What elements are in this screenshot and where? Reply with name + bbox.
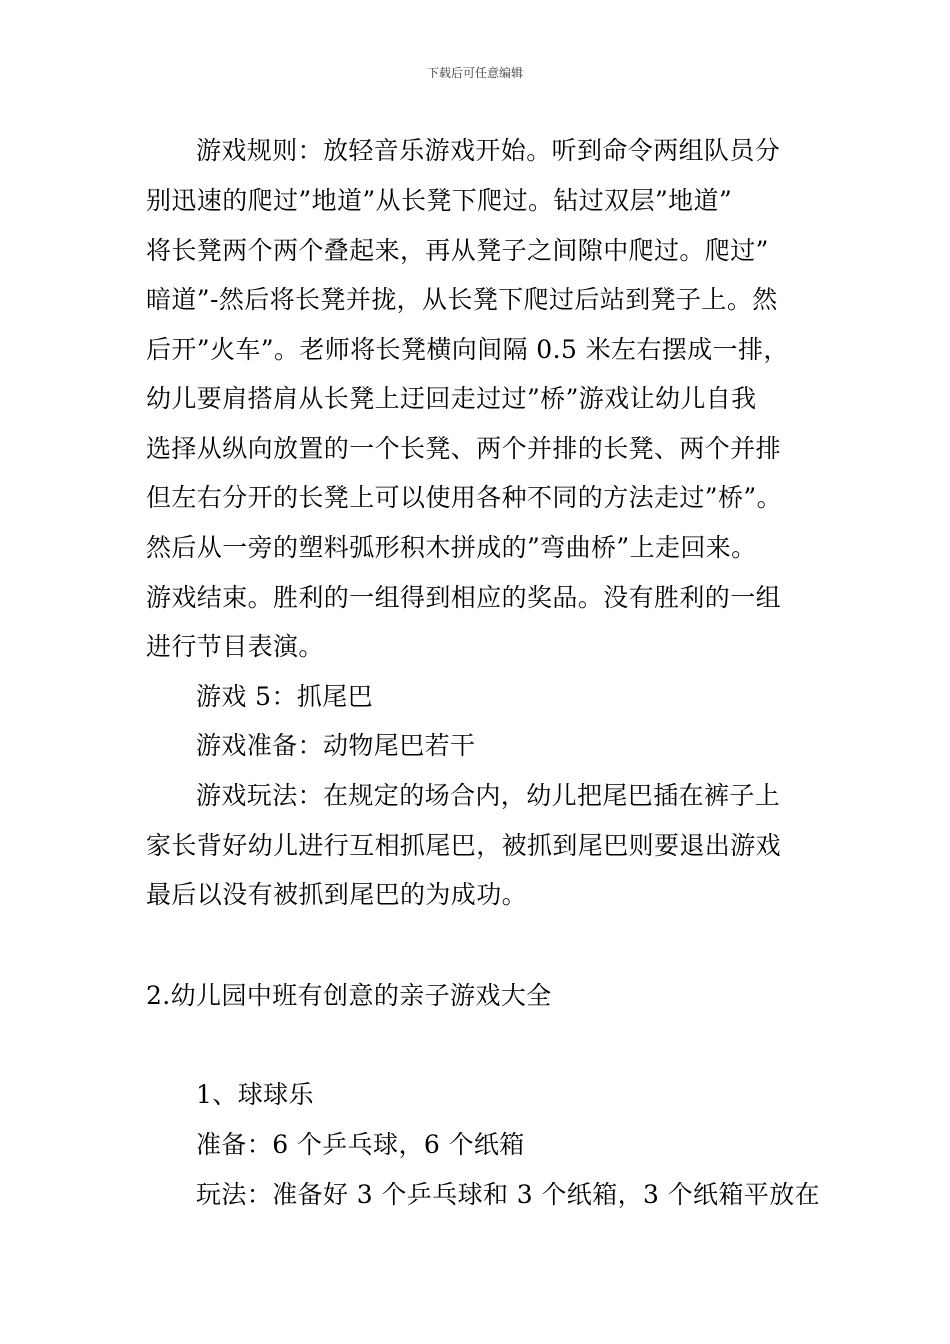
text-line: 玩法：准备好 3 个乒乓球和 3 个纸箱，3 个纸箱平放在 (196, 1180, 821, 1209)
text-line: 但左右分开的长凳上可以使用各种不同的方法走过”桥”。 (146, 483, 782, 512)
text-line: 最后以没有被抓到尾巴的为成功。 (146, 880, 528, 909)
page-header: 下载后可任意编辑 (426, 66, 523, 80)
text-line: 幼儿要肩搭肩从长凳上迂回走过过”桥”游戏让幼儿自我 (146, 384, 757, 413)
text-line: 游戏结束。胜利的一组得到相应的奖品。没有胜利的一组 (146, 583, 782, 612)
text-line: 游戏玩法：在规定的场合内，幼儿把尾巴插在裤子上 (196, 781, 781, 810)
text-line: 将长凳两个两个叠起来，再从凳子之间隙中爬过。爬过” (146, 236, 769, 265)
section-heading: 2.幼儿园中班有创意的亲子游戏大全 (146, 981, 552, 1010)
text-line: 然后从一旁的塑料弧形积木拼成的”弯曲桥”上走回来。 (146, 533, 757, 562)
text-line: 后开”火车”。老师将长凳横向间隔 0.5 米左右摆成一排， (146, 335, 789, 364)
game-heading: 游戏 5：抓尾巴 (196, 682, 374, 711)
text-line: 暗道”-然后将长凳并拢，从长凳下爬过后站到凳子上。然 (146, 285, 778, 314)
game-heading: 1、球球乐 (196, 1080, 314, 1109)
text-line: 家长背好幼儿进行互相抓尾巴，被抓到尾巴则要退出游戏 (146, 831, 782, 860)
text-line: 游戏规则：放轻音乐游戏开始。听到命令两组队员分 (196, 136, 781, 165)
text-line: 别迅速的爬过”地道”从长凳下爬过。钻过双层”地道” (146, 186, 733, 215)
text-line: 进行节目表演。 (146, 632, 324, 661)
text-line: 选择从纵向放置的一个长凳、两个并排的长凳、两个并排 (146, 434, 782, 463)
text-line: 准备：6 个乒乓球，6 个纸箱 (196, 1130, 525, 1159)
text-line: 游戏准备：动物尾巴若干 (196, 731, 476, 760)
